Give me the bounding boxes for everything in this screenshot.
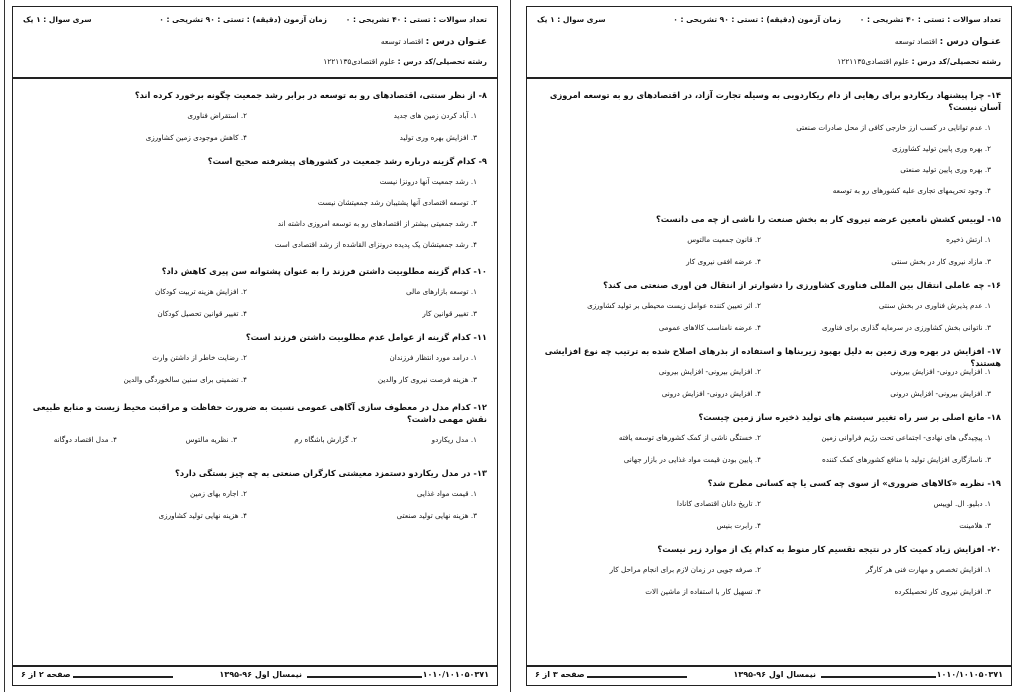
question-number: ۸ <box>481 90 487 100</box>
answer-option[interactable]: ۱. آباد کردن زمین های جدید <box>393 111 477 120</box>
answer-option[interactable]: ۱. مدل ریکاردو <box>431 435 477 444</box>
page-number: صفحه ۳ از ۶ <box>535 670 585 679</box>
answer-option[interactable]: ۴. عرضه نامناسب کالاهای عمومی <box>658 323 761 332</box>
answer-option[interactable]: ۴. مدل اقتصاد دوگانه <box>53 435 117 444</box>
answer-option[interactable]: ۴. تسهیل کار با استفاده از ماشین الات <box>645 587 761 596</box>
question-item <box>537 411 1001 464</box>
exam-footer <box>13 665 497 685</box>
question-count: تعداد سوالات : تستی : ۴۰ تشریحی : ۰ <box>859 15 1001 24</box>
answer-option[interactable]: ۴. پایین بودن قیمت مواد غذایی در بازار جهانی <box>623 455 761 464</box>
question-text <box>23 155 487 167</box>
question-item <box>537 213 1001 266</box>
question-stem: - نظریه «کالاهای ضروری» از سوی چه کسی یا چه کسانی مطرح شد؟ <box>707 478 991 488</box>
answer-option[interactable]: ۲. اثر تعیین کننده عوامل زیست محیطی بر تولید کشاورزی <box>587 301 761 310</box>
answer-option[interactable]: ۴. تغییر قوانین تحصیل کودکان <box>157 309 247 318</box>
question-text <box>23 331 487 343</box>
footer-rule <box>821 676 936 678</box>
question-item <box>537 345 1001 398</box>
exam-header <box>527 7 1011 79</box>
answer-option[interactable]: ۲. بهره وری پایین تولید کشاورزی <box>892 144 991 153</box>
question-stem: - افزایش در بهره وری زمین به دلیل بهبود زیربناها و استفاده از بذرهای اصلاح شده به ترتیب چه نوع افزایشی هستند؟ <box>544 346 1001 368</box>
answer-option[interactable]: ۱. درامد مورد انتظار فرزندان <box>389 353 477 362</box>
answer-option[interactable]: ۲. خستگی ناشی از کمک کشورهای توسعه یافته <box>618 433 761 442</box>
question-number: ۲۰ <box>990 544 1001 554</box>
question-text <box>537 477 1001 489</box>
question-item <box>23 331 487 384</box>
question-list <box>23 83 487 661</box>
answer-option[interactable]: ۱. عدم پذیرش فناوری در بخش سنتی <box>878 301 991 310</box>
answer-option[interactable]: ۲. گزارش باشگاه رم <box>294 435 357 444</box>
answer-option[interactable]: ۲. تاریخ دانان اقتصادی کانادا <box>676 499 761 508</box>
answer-option[interactable]: ۱. افزایش درونی- افزایش بیرونی <box>890 367 991 376</box>
answer-option[interactable]: ۱. دبلیو. ال. لوییس <box>933 499 991 508</box>
question-number: ۱۴ <box>990 90 1001 100</box>
question-text <box>537 543 1001 555</box>
answer-option[interactable]: ۳. تغییر قوانین کار <box>422 309 477 318</box>
answer-option[interactable]: ۱. توسعه بازارهای مالی <box>405 287 477 296</box>
answer-option[interactable]: ۳. ناسازگاری افزایش تولید با منافع کشورهای کمک کننده <box>821 455 991 464</box>
answer-option[interactable]: ۲. صرفه جویی در زمان لازم برای انجام مراحل کار <box>609 565 761 574</box>
answer-option[interactable]: ۲. رضایت خاطر از داشتن وارث <box>152 353 247 362</box>
answer-option[interactable]: ۲. اجاره بهای زمین <box>190 489 247 498</box>
answer-option[interactable]: ۳. هزینه فرصت نیروی کار والدین <box>377 375 477 384</box>
page-number: صفحه ۲ از ۶ <box>21 670 71 679</box>
question-series: سری سوال : ۱ یک <box>537 15 606 24</box>
question-stem: - لوییس کشش نامعین عرضه نیروی کار به بخش صنعت را ناشی از چه می دانست؟ <box>655 214 991 224</box>
answer-option[interactable]: ۳. هلامینت <box>959 521 991 530</box>
exam-page-3 <box>526 6 1012 686</box>
exam-header <box>13 7 497 79</box>
question-count: تعداد سوالات : تستی : ۴۰ تشریحی : ۰ <box>345 15 487 24</box>
question-list <box>537 83 1001 661</box>
question-stem: - از نظر سنتی، اقتصادهای رو به توسعه در برابر رشد جمعیت چگونه برخورد کرده اند؟ <box>134 90 482 100</box>
answer-option[interactable]: ۳. ناتوانی بخش کشاورزی در سرمایه گذاری برای فناوری <box>822 323 991 332</box>
question-number: ۹ <box>481 156 487 166</box>
answer-option[interactable]: ۴. وجود تحریمهای تجاری علیه کشورهای رو به توسعه <box>832 186 991 195</box>
question-text <box>23 265 487 277</box>
answer-option[interactable]: ۲. افزایش بیرونی- افزایش بیرونی <box>658 367 761 376</box>
question-text <box>23 89 487 101</box>
question-text <box>23 401 487 425</box>
answer-option[interactable]: ۴. کاهش موجودی زمین کشاورزی <box>145 133 247 142</box>
answer-option[interactable]: ۳. هزینه نهایی تولید صنعتی <box>396 511 477 520</box>
exam-time: زمان آزمون (دقیقه) : تستی : ۹۰ تشریحی : ۰ <box>673 15 841 24</box>
answer-option[interactable]: ۱. افزایش تخصص و مهارت فنی هر کارگر <box>865 565 991 574</box>
answer-option[interactable]: ۱. قیمت مواد غذایی <box>416 489 477 498</box>
answer-option[interactable]: ۱. ارتش ذخیره <box>946 235 991 244</box>
question-item <box>537 279 1001 332</box>
question-number: ۱۶ <box>990 280 1001 290</box>
question-number: ۱۳ <box>476 468 487 478</box>
question-stem: - کدام گزینه درباره رشد جمعیت در کشورهای پیشرفته صحیح است؟ <box>207 156 482 166</box>
answer-option[interactable]: ۳. نظریه مالتوس <box>185 435 237 444</box>
question-number: ۱۸ <box>990 412 1001 422</box>
exam-page-2 <box>12 6 498 686</box>
question-item <box>23 401 487 444</box>
course-title: عنـوان درس : اقتصاد توسعه <box>894 37 1001 47</box>
question-stem: - کدام مدل در معطوف سازی آگاهی عمومی نسبت به ضرورت حفاظت و مراقبت محیط زیست و منابع طبیعی نقش مهمی داشت؟ <box>32 402 487 424</box>
question-item <box>537 89 1001 195</box>
answer-option[interactable]: ۳. افزایش بهره وری تولید <box>399 133 477 142</box>
answer-option[interactable]: ۳. مازاد نیروی کار در بخش سنتی <box>891 257 991 266</box>
question-item <box>23 155 487 249</box>
field-code: رشته تحصیلی/کد درس : علوم اقتصادی۱۲۲۱۱۳۵ <box>323 57 487 66</box>
question-stem: - چرا پیشنهاد ریکاردو برای رهایی از دام ریکاردویی به وسیله تجارت آزاد، در اقتصادهای رو به توسعه امروزی آسان نیست؟ <box>549 90 1001 112</box>
footer-rule <box>587 676 687 678</box>
question-stem: - کدام گزینه از عوامل عدم مطلوبیت داشتن فرزند است؟ <box>245 332 477 342</box>
question-text <box>537 279 1001 291</box>
answer-option[interactable]: ۱. رشد جمعیت آنها درونزا نیست <box>379 177 477 186</box>
footer-rule <box>73 676 173 678</box>
question-text <box>23 467 487 479</box>
field-code: رشته تحصیلی/کد درس : علوم اقتصادی۱۲۲۱۱۳۵ <box>837 57 1001 66</box>
answer-option[interactable]: ۱. عدم توانایی در کسب ارز خارجی کافی از محل صادرات صنعتی <box>796 123 991 132</box>
question-number: ۱۲ <box>476 402 487 412</box>
question-item <box>23 467 487 520</box>
answer-option[interactable]: ۴. رابرت بنیس <box>716 521 761 530</box>
answer-option[interactable]: ۲. افزایش هزینه تربیت کودکان <box>154 287 247 296</box>
question-number: ۱۹ <box>990 478 1001 488</box>
answer-option[interactable]: ۳. افزایش نیروی کار تحصیلکرده <box>894 587 991 596</box>
answer-option[interactable]: ۲. قانون جمعیت مالتوس <box>687 235 761 244</box>
question-number: ۱۰ <box>476 266 487 276</box>
answer-option[interactable]: ۴. رشد جمعیتشان یک پدیده درونزای القاشده از رشد اقتصادی است <box>274 240 477 249</box>
answer-option[interactable]: ۴. افزایش درونی- افزایش درونی <box>661 389 761 398</box>
question-stem: - در مدل ریکاردو دستمزد معیشتی کارگران صنعتی به چه چیز بستگی دارد؟ <box>175 468 477 478</box>
answer-option[interactable]: ۲. استقراض فناوری <box>187 111 247 120</box>
question-number: ۱۷ <box>990 346 1001 356</box>
question-item <box>537 543 1001 596</box>
question-text <box>537 411 1001 423</box>
question-text <box>537 213 1001 225</box>
question-item <box>537 477 1001 530</box>
exam-code: ۱۰۱۰/۱۰۱۰۵۰۳۷۱ <box>936 670 1003 679</box>
answer-option[interactable]: ۱. پیچیدگی های نهادی- اجتماعی تحت رژیم فراوانی زمین <box>821 433 991 442</box>
question-text <box>537 89 1001 113</box>
footer-rule <box>307 676 422 678</box>
exam-term: نیمسال اول ۹۶-۱۳۹۵ <box>733 670 816 679</box>
question-number: ۱۱ <box>476 332 487 342</box>
answer-option[interactable]: ۴. هزینه نهایی تولید کشاورزی <box>158 511 247 520</box>
answer-option[interactable]: ۴. تضمینی برای سنین سالخوردگی والدین <box>123 375 247 384</box>
question-item <box>23 89 487 142</box>
question-number: ۱۵ <box>990 214 1001 224</box>
answer-option[interactable]: ۴. عرضه افقی نیروی کار <box>686 257 761 266</box>
question-text <box>537 345 1001 369</box>
question-stem: - کدام گزینه مطلوبیت داشتن فرزند را به عنوان پشتوانه سن پیری کاهش داد؟ <box>161 266 477 276</box>
course-title: عنـوان درس : اقتصاد توسعه <box>380 37 487 47</box>
answer-option[interactable]: ۳. رشد جمعیتی بیشتر از اقتصادهای رو به توسعه امروزی داشته اند <box>277 219 477 228</box>
question-item <box>23 265 487 318</box>
answer-option[interactable]: ۳. افزایش بیرونی- افزایش درونی <box>890 389 991 398</box>
answer-option[interactable]: ۲. توسعه اقتصادی آنها پشتیبان رشد جمعیتشان نیست <box>317 198 477 207</box>
exam-footer <box>527 665 1011 685</box>
answer-option[interactable]: ۳. بهره وری پایین تولید صنعتی <box>900 165 991 174</box>
exam-term: نیمسال اول ۹۶-۱۳۹۵ <box>219 670 302 679</box>
question-series: سری سوال : ۱ یک <box>23 15 92 24</box>
page-divider-line <box>510 0 511 692</box>
exam-time: زمان آزمون (دقیقه) : تستی : ۹۰ تشریحی : ۰ <box>159 15 327 24</box>
question-stem: - چه عاملی انتقال بین المللی فناوری کشاورزی را دشوارتر از انتقال فن اوری صنعتی می کند؟ <box>603 280 991 290</box>
question-stem: - افزایش زیاد کمیت کار در نتیجه تقسیم کار منوط به کدام یک از موارد زیر نیست؟ <box>657 544 991 554</box>
question-stem: - مانع اصلی بر سر راه تغییر سیستم های تولید ذخیره ساز زمین چیست؟ <box>698 412 991 422</box>
page-divider-line <box>4 0 5 692</box>
exam-code: ۱۰۱۰/۱۰۱۰۵۰۳۷۱ <box>422 670 489 679</box>
